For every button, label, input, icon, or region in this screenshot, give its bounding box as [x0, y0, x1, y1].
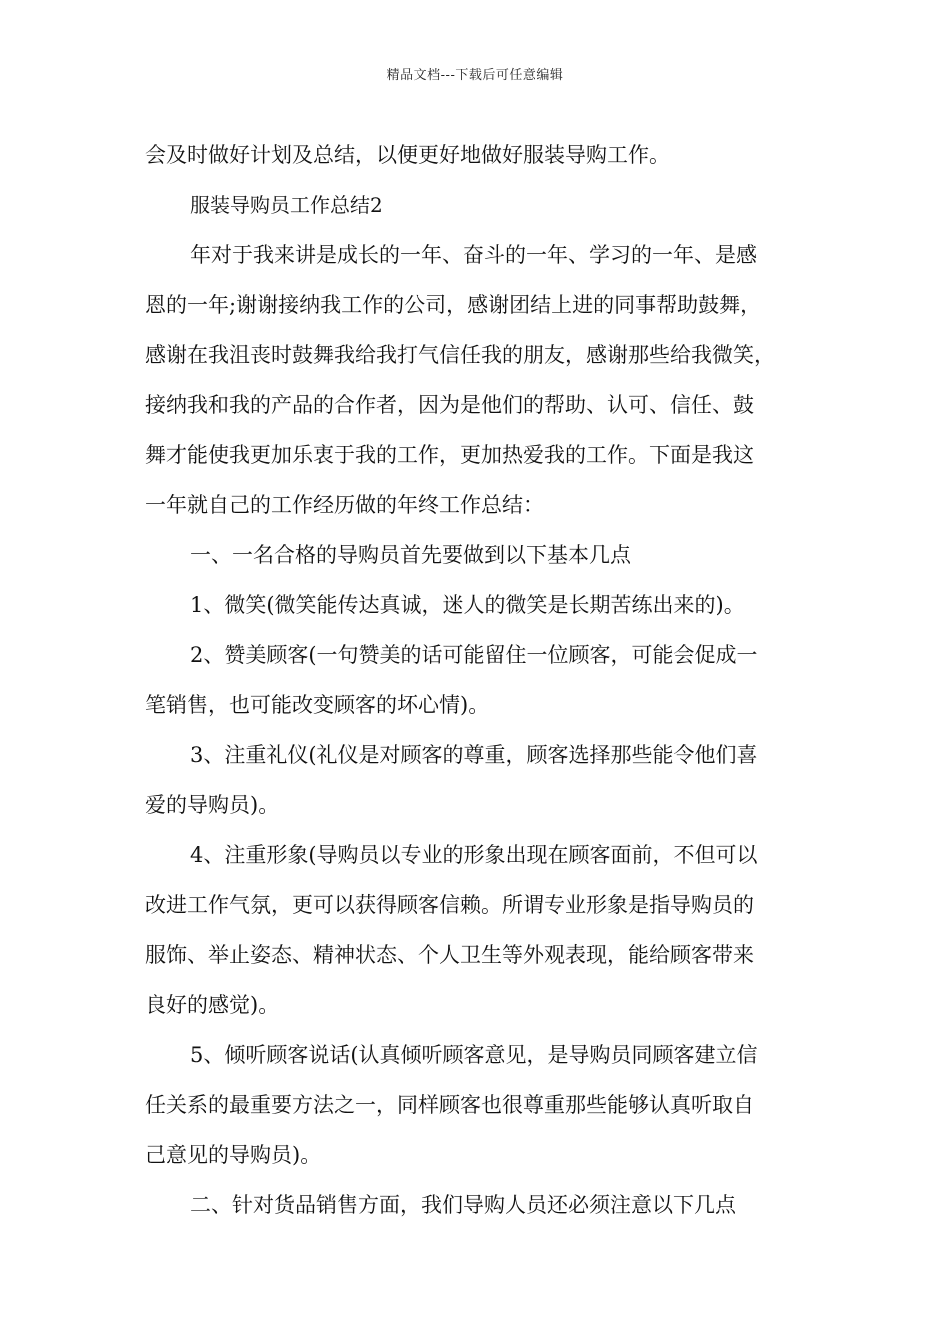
section-heading: 二、针对货品销售方面，我们导购人员还必须注意以下几点	[190, 1193, 736, 1217]
paragraph-line: 舞才能使我更加乐衷于我的工作，更加热爱我的工作。下面是我这	[145, 443, 754, 467]
paragraph-line: 改进工作气氛，更可以获得顾客信赖。所谓专业形象是指导购员的	[145, 893, 754, 917]
paragraph-line: 己意见的导购员)。	[145, 1143, 322, 1167]
paragraph-line: 服饰、举止姿态、精神状态、个人卫生等外观表现，能给顾客带来	[145, 943, 754, 967]
list-item: 3、注重礼仪(礼仪是对顾客的尊重，顾客选择那些能令他们喜	[190, 743, 758, 767]
list-item: 4、注重形象(导购员以专业的形象出现在顾客面前，不但可以	[190, 843, 758, 867]
list-item: 5、倾听顾客说话(认真倾听顾客意见，是导购员同顾客建立信	[190, 1043, 758, 1067]
paragraph-line: 接纳我和我的产品的合作者，因为是他们的帮助、认可、信任、鼓	[145, 393, 754, 417]
section-title: 服装导购员工作总结2	[190, 193, 383, 217]
list-item: 1、微笑(微笑能传达真诚，迷人的微笑是长期苦练出来的)。	[190, 593, 745, 617]
list-item: 2、赞美顾客(一句赞美的话可能留住一位顾客，可能会促成一	[190, 643, 758, 667]
paragraph-line: 笔销售，也可能改变顾客的坏心情)。	[145, 693, 490, 717]
paragraph-line: 恩的一年;谢谢接纳我工作的公司，感谢团结上进的同事帮助鼓舞，	[145, 293, 762, 317]
paragraph-line: 任关系的最重要方法之一，同样顾客也很尊重那些能够认真听取自	[145, 1093, 754, 1117]
paragraph-line: 会及时做好计划及总结，以便更好地做好服装导购工作。	[145, 143, 670, 167]
document-body	[145, 130, 810, 1230]
paragraph-line: 感谢在我沮丧时鼓舞我给我打气信任我的朋友，感谢那些给我微笑，	[145, 343, 775, 367]
paragraph-line: 良好的感觉)。	[145, 993, 280, 1017]
page-header: 精品文档---下载后可任意编辑	[386, 68, 564, 83]
paragraph-line: 年对于我来讲是成长的一年、奋斗的一年、学习的一年、是感	[190, 243, 757, 267]
paragraph-line: 一年就自己的工作经历做的年终工作总结：	[145, 493, 544, 517]
section-heading: 一、一名合格的导购员首先要做到以下基本几点	[190, 543, 631, 567]
paragraph-line: 爱的导购员)。	[145, 793, 280, 817]
